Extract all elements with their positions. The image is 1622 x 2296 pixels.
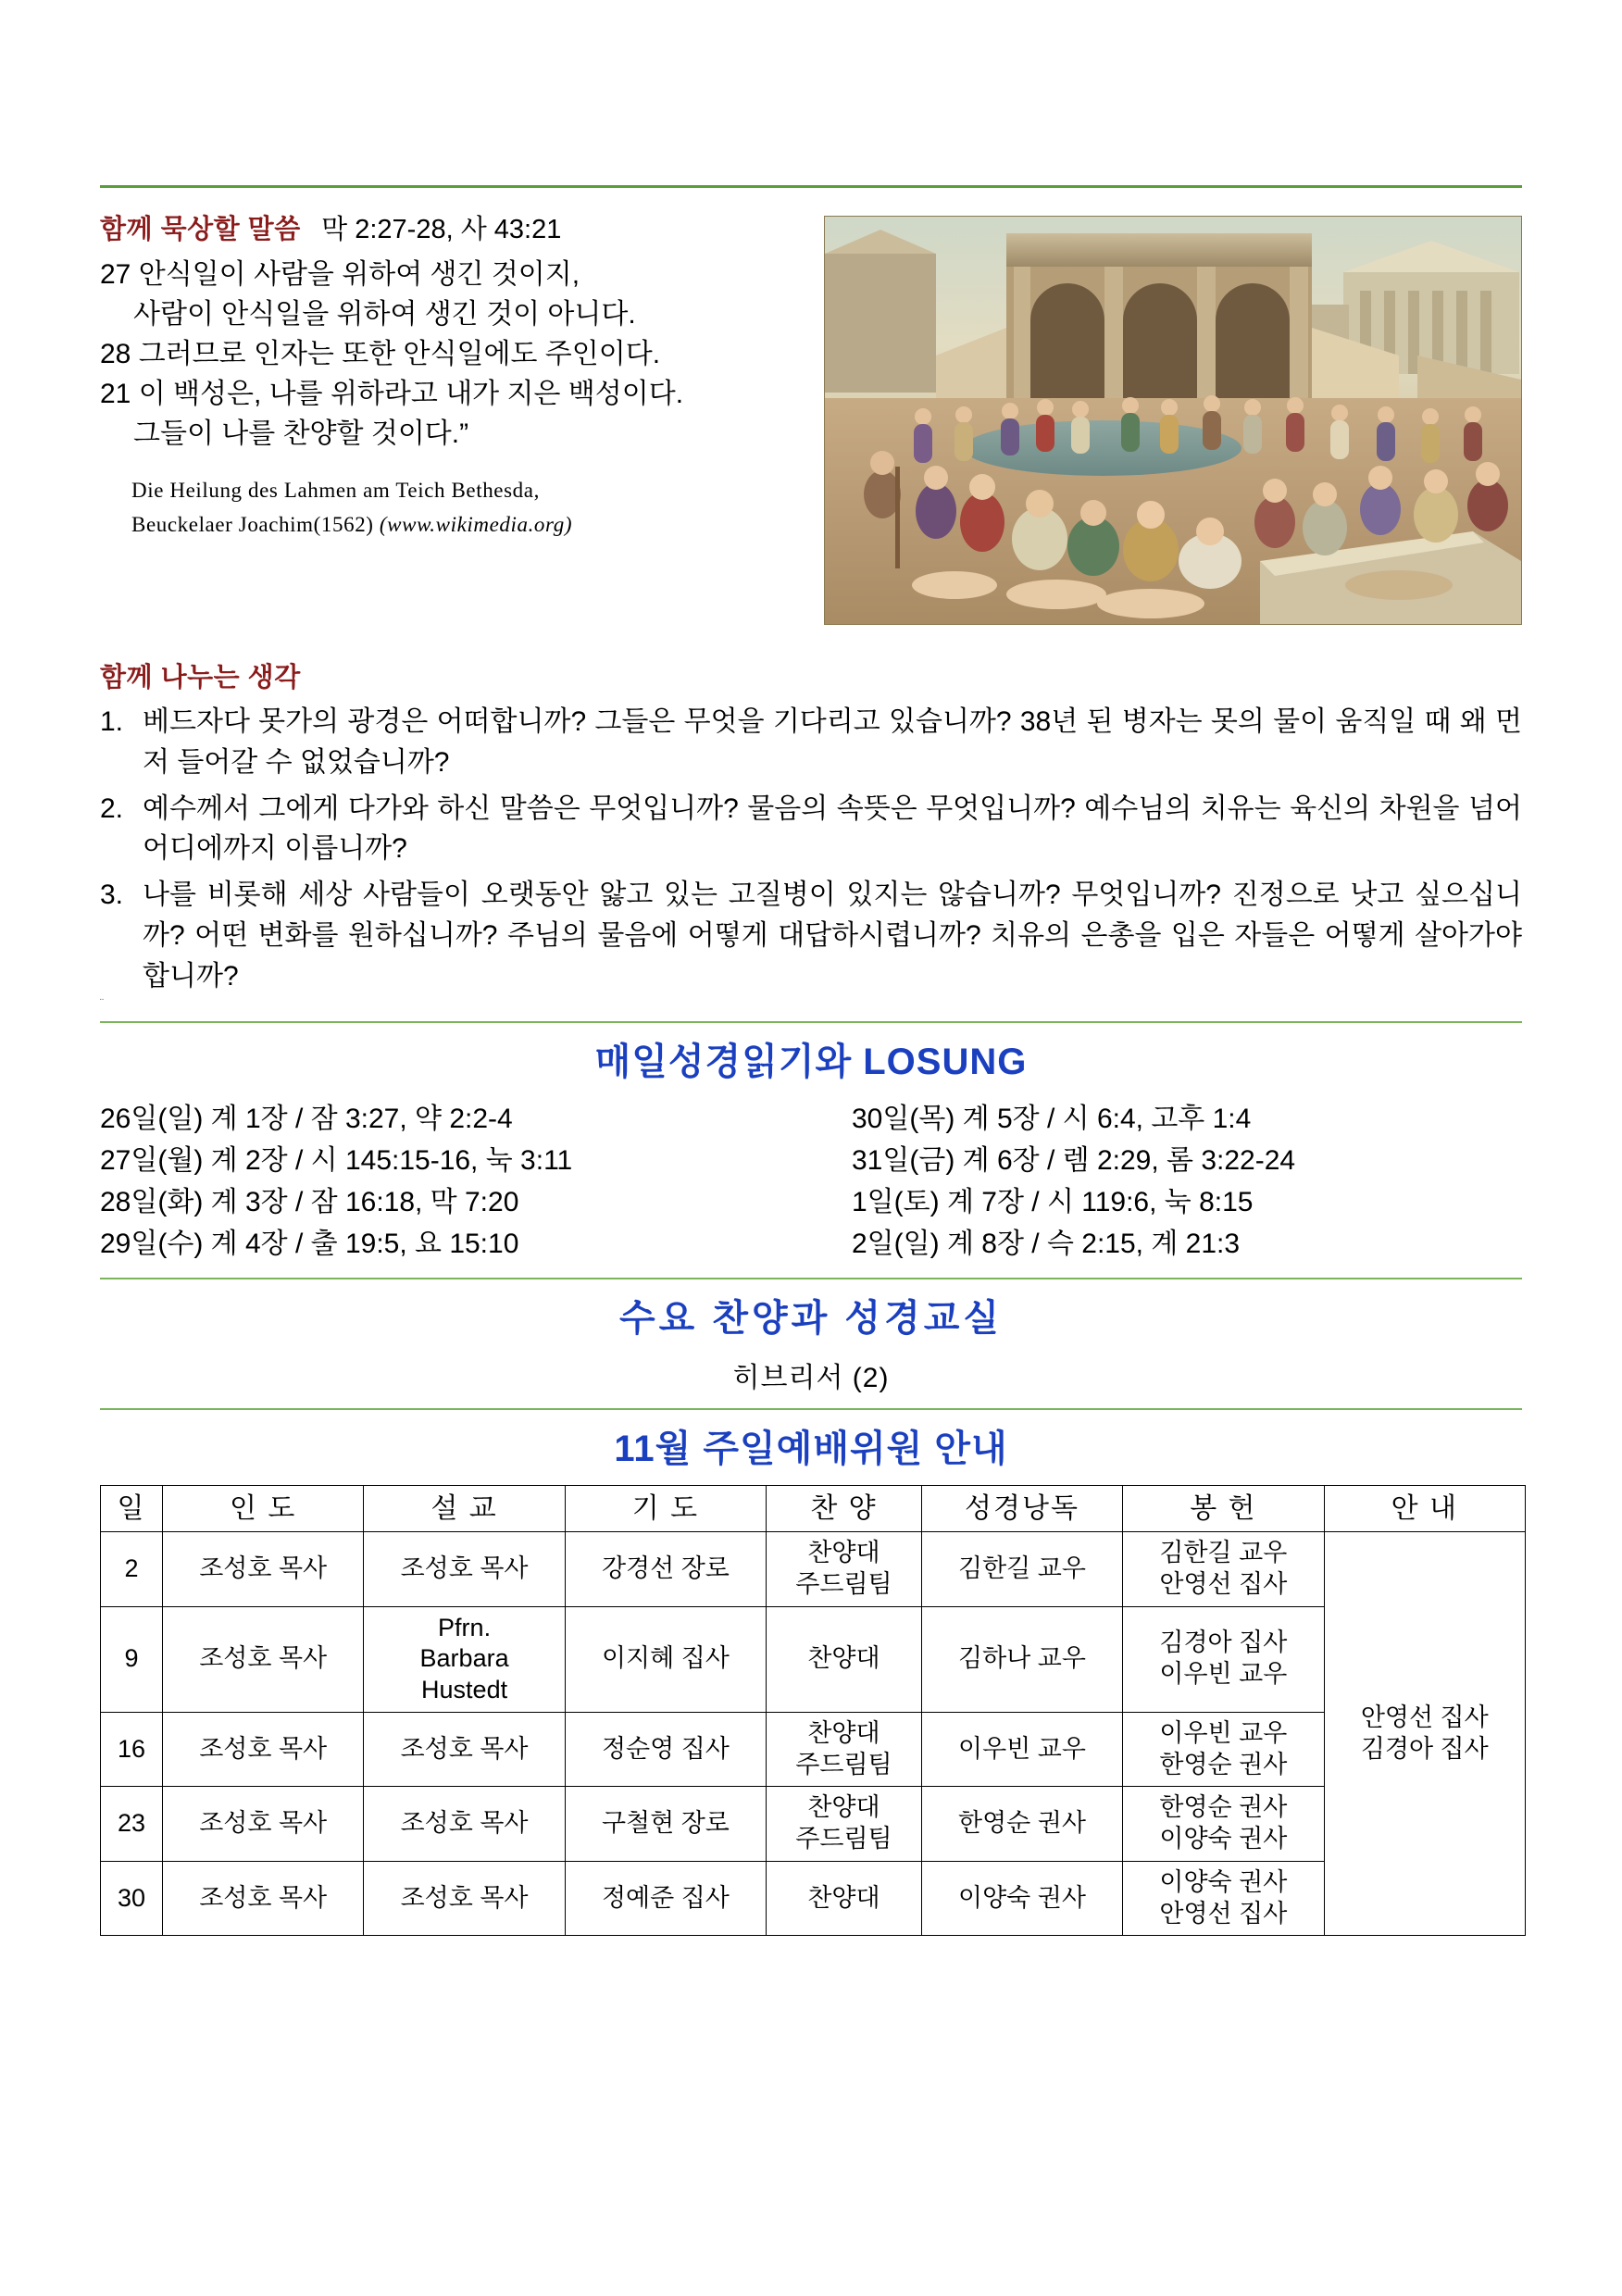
cell-prayer: 정예준 집사	[565, 1861, 766, 1936]
cell-preach: 조성호 목사	[364, 1712, 565, 1787]
duty-section	[100, 1419, 1522, 1937]
cell-offering	[1123, 1532, 1324, 1607]
cell-reading: 김하나 교우	[921, 1606, 1122, 1712]
divider-top	[100, 185, 1522, 188]
list-item	[100, 789, 1522, 870]
cell-day: 30	[101, 1861, 163, 1936]
guide-line: 안영선 집사	[1360, 1703, 1489, 1731]
reading-plan-row: 31일(금) 계 6장 / 렘 2:29, 롬 3:22-24	[852, 1144, 1296, 1176]
praise-line: 주드림팀	[795, 1569, 892, 1598]
column-header-reading: 성경낭독	[921, 1485, 1122, 1532]
artwork-caption-line1: Die Heilung des Lahmen am Teich Bethesda,	[131, 479, 540, 503]
cell-reading: 이우빈 교우	[921, 1712, 1122, 1787]
preach-line: Hustedt	[421, 1676, 508, 1704]
scripture-reference: 막 2:27-28, 사 43:21	[321, 215, 562, 244]
discussion-section	[100, 656, 1522, 1008]
duty-title: 11월 주일예배위원 안내	[614, 1428, 1008, 1469]
discussion-question-list	[100, 702, 1522, 997]
cell-preach: 조성호 목사	[364, 1532, 565, 1607]
offering-line: 이양숙 권사	[1159, 1867, 1288, 1896]
cell-lead: 조성호 목사	[163, 1532, 364, 1607]
offering-line: 김한길 교우	[1159, 1539, 1288, 1567]
column-header-preach: 설 교	[364, 1485, 565, 1532]
cell-lead: 조성호 목사	[163, 1787, 364, 1862]
reading-plan-row: 28일(화) 계 3장 / 잠 16:18, 막 7:20	[100, 1186, 519, 1217]
scripture-heading: 함께 묵상할 말씀	[100, 215, 301, 244]
reading-plan-row: 2일(일) 계 8장 / 슥 2:15, 계 21:3	[852, 1228, 1241, 1259]
question-text: 예수께서 그에게 다가와 하신 말씀은 무엇입니까? 물음의 속뜻은 무엇입니까? 예수님의 치유는 육신의 차원을 넘어 어디에까지 이릅니까?	[143, 792, 1522, 865]
cell-day: 23	[101, 1787, 163, 1862]
list-item	[100, 702, 1522, 783]
praise-line: 찬양대	[807, 1539, 880, 1567]
scripture-verses	[100, 256, 785, 454]
column-header-praise: 찬 양	[767, 1485, 922, 1532]
column-header-guide: 안 내	[1324, 1485, 1525, 1532]
praise-line: 찬양대	[807, 1793, 880, 1822]
divider-wednesday	[100, 1278, 1522, 1279]
healing-at-bethesda-painting	[824, 216, 1522, 625]
cell-prayer: 정순영 집사	[565, 1712, 766, 1787]
cell-prayer: 이지혜 집사	[565, 1606, 766, 1712]
cell-day: 2	[101, 1532, 163, 1607]
reading-plan-row: 27일(월) 계 2장 / 시 145:15-16, 눅 3:11	[100, 1144, 573, 1176]
cell-reading: 김한길 교우	[921, 1532, 1122, 1607]
offering-line: 한영순 권사	[1159, 1793, 1288, 1822]
verse-text: 이 백성은, 나를 위하라고 내가 지은 백성이다.	[138, 378, 684, 409]
praise-line: 찬양대	[807, 1644, 880, 1673]
question-number: 1.	[100, 706, 124, 737]
praise-line: 찬양대	[807, 1718, 880, 1747]
wednesday-title: 수요 찬양과 성경교실	[619, 1297, 1003, 1339]
guide-line: 김경아 집사	[1360, 1734, 1489, 1763]
verse-number: 27	[100, 259, 131, 290]
artwork-artist: Beuckelaer Joachim(1562)	[131, 513, 374, 537]
praise-line: 주드림팀	[795, 1750, 892, 1778]
cell-praise	[767, 1606, 922, 1712]
cell-praise	[767, 1532, 922, 1607]
stray-mark: ¨	[100, 995, 104, 1009]
duty-table	[100, 1485, 1526, 1937]
cell-lead: 조성호 목사	[163, 1712, 364, 1787]
cell-prayer: 강경선 장로	[565, 1532, 766, 1607]
cell-lead: 조성호 목사	[163, 1606, 364, 1712]
scripture-section	[100, 208, 1522, 643]
verse-text: 그러므로 인자는 또한 안식일에도 주인이다.	[138, 338, 661, 369]
reading-plan-title: 매일성경읽기와 LOSUNG	[594, 1041, 1028, 1082]
cell-praise	[767, 1712, 922, 1787]
cell-prayer: 구철현 장로	[565, 1787, 766, 1862]
column-header-prayer: 기 도	[565, 1485, 766, 1532]
artwork-caption-line2	[131, 508, 817, 543]
question-text: 베드자다 못가의 광경은 어떠합니까? 그들은 무엇을 기다리고 있습니까? 38년 된 병자는 못의 물이 움직일 때 왜 먼저 들어갈 수 없었습니까?	[143, 706, 1522, 778]
verse-number: 28	[100, 338, 131, 369]
cell-preach: 조성호 목사	[364, 1787, 565, 1862]
reading-plan-row: 26일(일) 계 1장 / 잠 3:27, 약 2:2-4	[100, 1103, 513, 1134]
cell-guide	[1324, 1532, 1525, 1936]
verse-line	[100, 335, 785, 375]
reading-plan-section	[100, 1032, 1522, 1265]
cell-praise	[767, 1861, 922, 1936]
verse-text: 안식일이 사람을 위하여 생긴 것이지,	[138, 259, 580, 290]
question-text: 나를 비롯해 세상 사람들이 오랫동안 앓고 있는 고질병이 있지는 않습니까? 무엇입니까? 진정으로 낫고 싶으십니까? 어떤 변화를 원하십니까? 주님의 물음에 어떻게 대답하시렵니까? 치유의 은총을 입은 자들은 어떻게 살아가야 합니까?	[143, 880, 1522, 992]
verse-line	[100, 256, 785, 295]
offering-line: 안영선 집사	[1159, 1569, 1288, 1598]
cell-offering	[1123, 1606, 1324, 1712]
verse-line	[100, 375, 785, 415]
cell-praise	[767, 1787, 922, 1862]
offering-line: 이우빈 교우	[1159, 1718, 1288, 1747]
wednesday-section	[100, 1289, 1522, 1395]
table-header-row	[101, 1485, 1526, 1532]
verse-continuation: 그들이 나를 찬양할 것이다.”	[133, 418, 469, 449]
divider-duty	[100, 1408, 1522, 1410]
offering-line: 이양숙 권사	[1159, 1825, 1288, 1853]
offering-line: 한영순 권사	[1159, 1750, 1288, 1778]
cell-day: 16	[101, 1712, 163, 1787]
list-item	[100, 875, 1522, 996]
cell-preach: 조성호 목사	[364, 1861, 565, 1936]
divider-reading-plan	[100, 1021, 1522, 1023]
offering-line: 안영선 집사	[1159, 1899, 1288, 1928]
table-row	[101, 1606, 1526, 1712]
reading-plan-columns	[100, 1098, 1522, 1265]
reading-plan-row: 29일(수) 계 4장 / 출 19:5, 요 15:10	[100, 1228, 519, 1259]
artwork-caption	[100, 474, 817, 543]
table-row	[101, 1532, 1526, 1607]
praise-line: 찬양대	[807, 1883, 880, 1912]
artwork-source-url: (www.wikimedia.org)	[379, 513, 573, 537]
reading-plan-row: 1일(토) 계 7장 / 시 119:6, 눅 8:15	[852, 1186, 1254, 1217]
question-number: 2.	[100, 792, 124, 824]
cell-offering	[1123, 1787, 1324, 1862]
reading-plan-right-column	[798, 1098, 1522, 1265]
preach-line: Barbara	[419, 1644, 509, 1673]
cell-preach	[364, 1606, 565, 1712]
cell-day: 9	[101, 1606, 163, 1712]
verse-continuation: 사람이 안식일을 위하여 생긴 것이 아니다.	[133, 298, 636, 330]
table-row	[101, 1861, 1526, 1936]
column-header-day: 일	[101, 1485, 163, 1532]
cell-offering	[1123, 1712, 1324, 1787]
praise-line: 주드림팀	[795, 1825, 892, 1853]
discussion-heading: 함께 나누는 생각	[100, 663, 301, 693]
table-row	[101, 1712, 1526, 1787]
cell-offering	[1123, 1861, 1324, 1936]
cell-reading: 한영순 권사	[921, 1787, 1122, 1862]
column-header-lead: 인 도	[163, 1485, 364, 1532]
cell-reading: 이양숙 권사	[921, 1861, 1122, 1936]
table-row	[101, 1787, 1526, 1862]
verse-number: 21	[100, 378, 131, 409]
wednesday-subtitle: 히브리서 (2)	[732, 1362, 890, 1393]
question-number: 3.	[100, 880, 124, 911]
reading-plan-row: 30일(목) 계 5장 / 시 6:4, 고후 1:4	[852, 1103, 1252, 1134]
cell-lead: 조성호 목사	[163, 1861, 364, 1936]
reading-plan-left-column	[100, 1098, 770, 1265]
offering-line: 이우빈 교우	[1159, 1660, 1288, 1689]
preach-line: Pfrn.	[438, 1613, 492, 1641]
offering-line: 김경아 집사	[1159, 1628, 1288, 1657]
column-header-offering: 봉 헌	[1123, 1485, 1324, 1532]
